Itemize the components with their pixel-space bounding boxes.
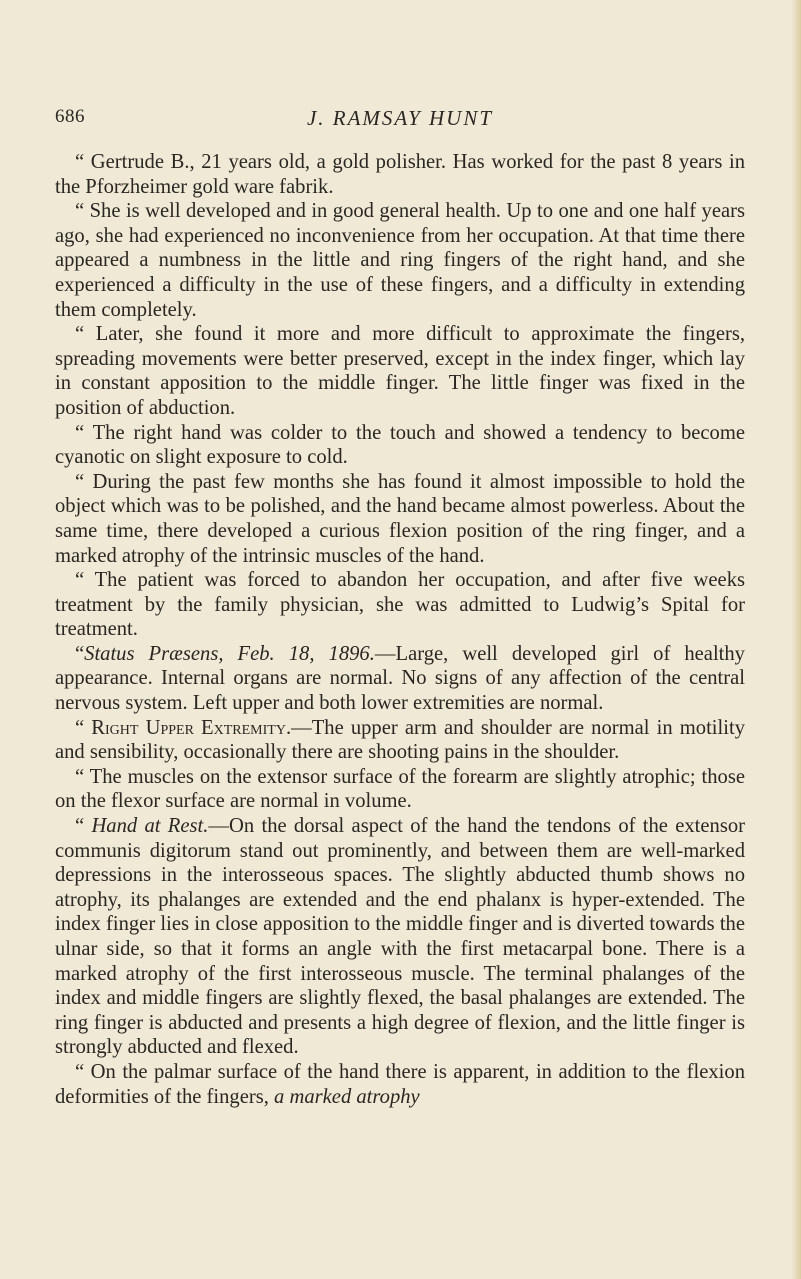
body-text xyxy=(55,150,745,1109)
paragraph: “ She is well developed and in good general health. Up to one and one half years ago, she had experienced no inconvenience from her occupation. At that time there appeared a numbness in the little and ring fingers of the right hand, and she experienced a difficulty in the use of these fingers, and a difficulty in extending them completely. xyxy=(55,200,745,321)
paragraph-text: —Large, well developed girl of healthy appearance. Internal organs are normal. No signs of any affection of the central nervous system. Left upper and both lower extremities are normal. xyxy=(55,642,745,715)
paragraph xyxy=(55,716,745,765)
hand-at-rest-heading: Hand at Rest. xyxy=(91,815,209,838)
paragraph: “ The right hand was colder to the touch and showed a tendency to become cyanotic on slight exposure to cold. xyxy=(55,421,745,469)
page-edge-shading xyxy=(791,0,801,1279)
status-praesens-heading: Status Præsens, Feb. 18, 1896. xyxy=(84,642,375,665)
emphasis-text: a marked atrophy xyxy=(274,1085,420,1108)
paragraph-text: “ On the palmar surface of the hand there is apparent, in addition to the flexion deformities of the fingers, xyxy=(55,1060,745,1108)
paragraph-text: —The upper arm and shoulder are normal in motility and sensibility, occasionally there are shooting pains in the shoulder. xyxy=(55,716,745,764)
paragraph: “ The muscles on the extensor surface of the forearm are slightly atrophic; those on the flexor surface are normal in volume. xyxy=(55,765,745,813)
paragraph xyxy=(55,1060,745,1109)
page-number: 686 xyxy=(55,106,85,127)
paragraph: “ The patient was forced to abandon her occupation, and after five weeks treatment by the family physician, she was admitted to Ludwig’s Spital for treatment. xyxy=(55,569,745,641)
paragraph-text: —On the dorsal aspect of the hand the tendons of the extensor communis digitorum stand out prominently, and between them are well-marked depressions in the interosseous spaces. The slightly abducted thumb shows no atrophy, its phalanges are extended and the end phalanx is hyper-extended. The index finger lies in close apposition to the middle finger and is diverted towards the ulnar side, so that it forms an angle with the first metacarpal bone. There is a marked atrophy of the first interosseous muscle. The terminal phalanges of the index and middle fingers are slightly flexed, the basal phalanges are extended. The ring finger is abducted and presents a high degree of flexion, and the little finger is strongly abducted and flexed. xyxy=(55,815,746,1059)
paragraph: “ Gertrude B., 21 years old, a gold polisher. Has worked for the past 8 years in the Pforzheimer gold ware fabrik. xyxy=(55,151,745,198)
paragraph xyxy=(55,642,745,716)
right-upper-extremity-heading: Right Upper Extremity. xyxy=(91,716,292,739)
paragraph: “ During the past few months she has found it almost impossible to hold the object which was to be polished, and the hand became almost powerless. About the same time, there developed a curious flexion position of the ring finger, and a marked atrophy of the intrinsic muscles of the hand. xyxy=(55,470,745,567)
open-quote: “ xyxy=(75,815,92,838)
paragraph xyxy=(55,814,745,1060)
page-header xyxy=(55,106,745,136)
open-quote: “ xyxy=(75,716,92,739)
paragraph: “ Later, she found it more and more difficult to approximate the fingers, spreading movements were better preserved, except in the index finger, which lay in constant apposition to the middle finger. The little finger was fixed in the position of abduction. xyxy=(55,323,745,419)
open-quote: “ xyxy=(75,642,85,665)
running-head: J. RAMSAY HUNT xyxy=(306,106,494,130)
